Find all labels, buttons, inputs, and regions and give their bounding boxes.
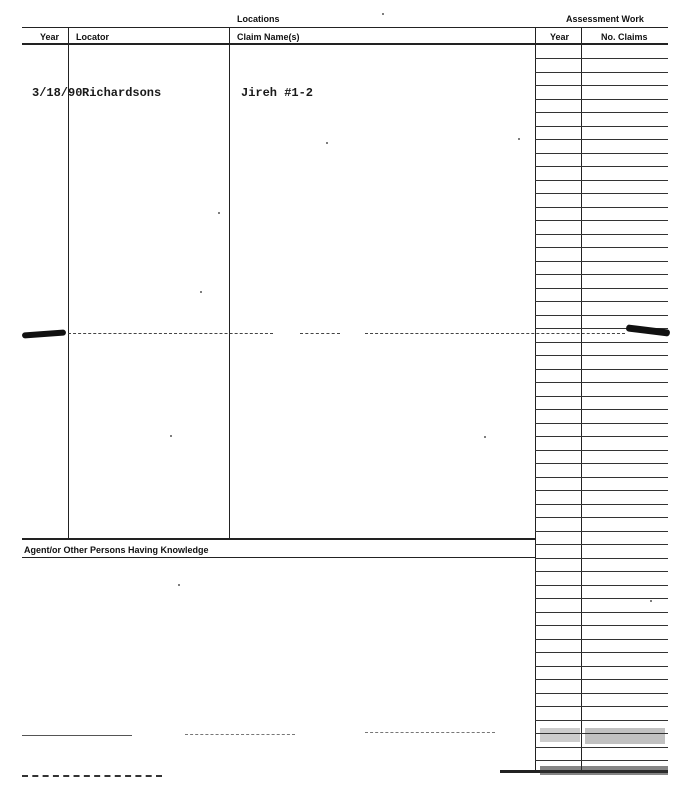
- assessment-row-rule: [535, 531, 668, 532]
- assessment-row-rule: [535, 706, 668, 707]
- entry-year: 3/18/90: [32, 86, 83, 100]
- assessment-row-rule: [535, 693, 668, 694]
- bottom-smudge-line: [22, 775, 162, 777]
- assessment-row-rule: [535, 585, 668, 586]
- assessment-row-rule: [535, 247, 668, 248]
- assessment-row-rule: [535, 544, 668, 545]
- column-header-no-claims: No. Claims: [601, 32, 648, 42]
- assessment-row-rule: [535, 477, 668, 478]
- assessment-row-rule: [535, 234, 668, 235]
- column-header-locator: Locator: [76, 32, 110, 42]
- assessment-row-rule: [535, 382, 668, 383]
- scan-speck: [218, 212, 220, 214]
- assessment-row-rule: [535, 220, 668, 221]
- assessment-row-rule: [535, 423, 668, 424]
- scan-speck: [382, 13, 384, 15]
- assessment-row-rule: [535, 450, 668, 451]
- assessment-row-rule: [535, 396, 668, 397]
- scan-noise: [540, 766, 668, 775]
- assessment-row-rule: [535, 180, 668, 181]
- scan-speck: [518, 138, 520, 140]
- assessment-row-rule: [535, 369, 668, 370]
- signature-line-right: [365, 732, 495, 733]
- scan-speck: [178, 584, 180, 586]
- assessment-row-rule: [535, 679, 668, 680]
- assessment-row-rule: [535, 558, 668, 559]
- header-bottom-rule: [22, 43, 668, 45]
- agent-heading-rule: [22, 557, 535, 558]
- assessment-work-heading: Assessment Work: [566, 14, 644, 24]
- assessment-row-rule: [535, 58, 668, 59]
- assessment-row-rule: [535, 598, 668, 599]
- column-header-assessment-year: Year: [550, 32, 570, 42]
- scan-speck: [650, 600, 652, 602]
- agent-heading: Agent/or Other Persons Having Knowledge: [24, 545, 209, 555]
- assessment-row-rule: [535, 409, 668, 410]
- page-fold-line-2: [300, 333, 340, 334]
- header-top-rule: [22, 27, 668, 28]
- assessment-row-rule: [535, 355, 668, 356]
- scan-noise: [585, 728, 665, 744]
- entry-claim-name: Jireh #1-2: [241, 86, 314, 100]
- assessment-row-rule: [535, 760, 668, 761]
- assessment-row-rule: [535, 612, 668, 613]
- assessment-row-rule: [535, 85, 668, 86]
- divider-locator-claims: [229, 28, 230, 538]
- scan-speck: [484, 436, 486, 438]
- divider-year-locator: [68, 28, 69, 538]
- assessment-row-rule: [535, 342, 668, 343]
- assessment-row-rule: [535, 207, 668, 208]
- assessment-row-rule: [535, 166, 668, 167]
- page-fold-line-3: [365, 333, 625, 334]
- column-header-year: Year: [40, 32, 60, 42]
- assessment-row-rule: [535, 666, 668, 667]
- assessment-row-rule: [535, 139, 668, 140]
- signature-line-left: [22, 735, 132, 736]
- assessment-row-rule: [535, 436, 668, 437]
- entry-locator: Richardsons: [82, 86, 162, 100]
- assessment-row-rule: [535, 274, 668, 275]
- assessment-row-rule: [535, 571, 668, 572]
- assessment-row-rule: [535, 72, 668, 73]
- assessment-row-rule: [535, 261, 668, 262]
- assessment-row-rule: [535, 315, 668, 316]
- assessment-row-rule: [535, 490, 668, 491]
- right-binder-mark: [626, 324, 671, 336]
- assessment-row-rule: [535, 652, 668, 653]
- assessment-row-rule: [535, 126, 668, 127]
- page-fold-line: [68, 333, 273, 334]
- scan-speck: [200, 291, 202, 293]
- scan-noise: [540, 728, 580, 742]
- scan-speck: [170, 435, 172, 437]
- assessment-row-rule: [535, 504, 668, 505]
- assessment-row-rule: [535, 99, 668, 100]
- scan-speck: [326, 142, 328, 144]
- assessment-row-rule: [535, 639, 668, 640]
- signature-line-middle: [185, 734, 295, 735]
- locations-heading: Locations: [237, 14, 280, 24]
- column-header-claim-names: Claim Name(s): [237, 32, 300, 42]
- assessment-row-rule: [535, 193, 668, 194]
- assessment-row-rule: [535, 153, 668, 154]
- assessment-row-rule: [535, 517, 668, 518]
- assessment-row-rule: [535, 720, 668, 721]
- assessment-row-rule: [535, 625, 668, 626]
- left-binder-mark: [22, 329, 66, 338]
- locations-bottom-rule: [22, 538, 535, 540]
- assessment-row-rule: [535, 747, 668, 748]
- assessment-row-rule: [535, 463, 668, 464]
- assessment-row-rule: [535, 288, 668, 289]
- assessment-row-rule: [535, 301, 668, 302]
- assessment-row-rule: [535, 112, 668, 113]
